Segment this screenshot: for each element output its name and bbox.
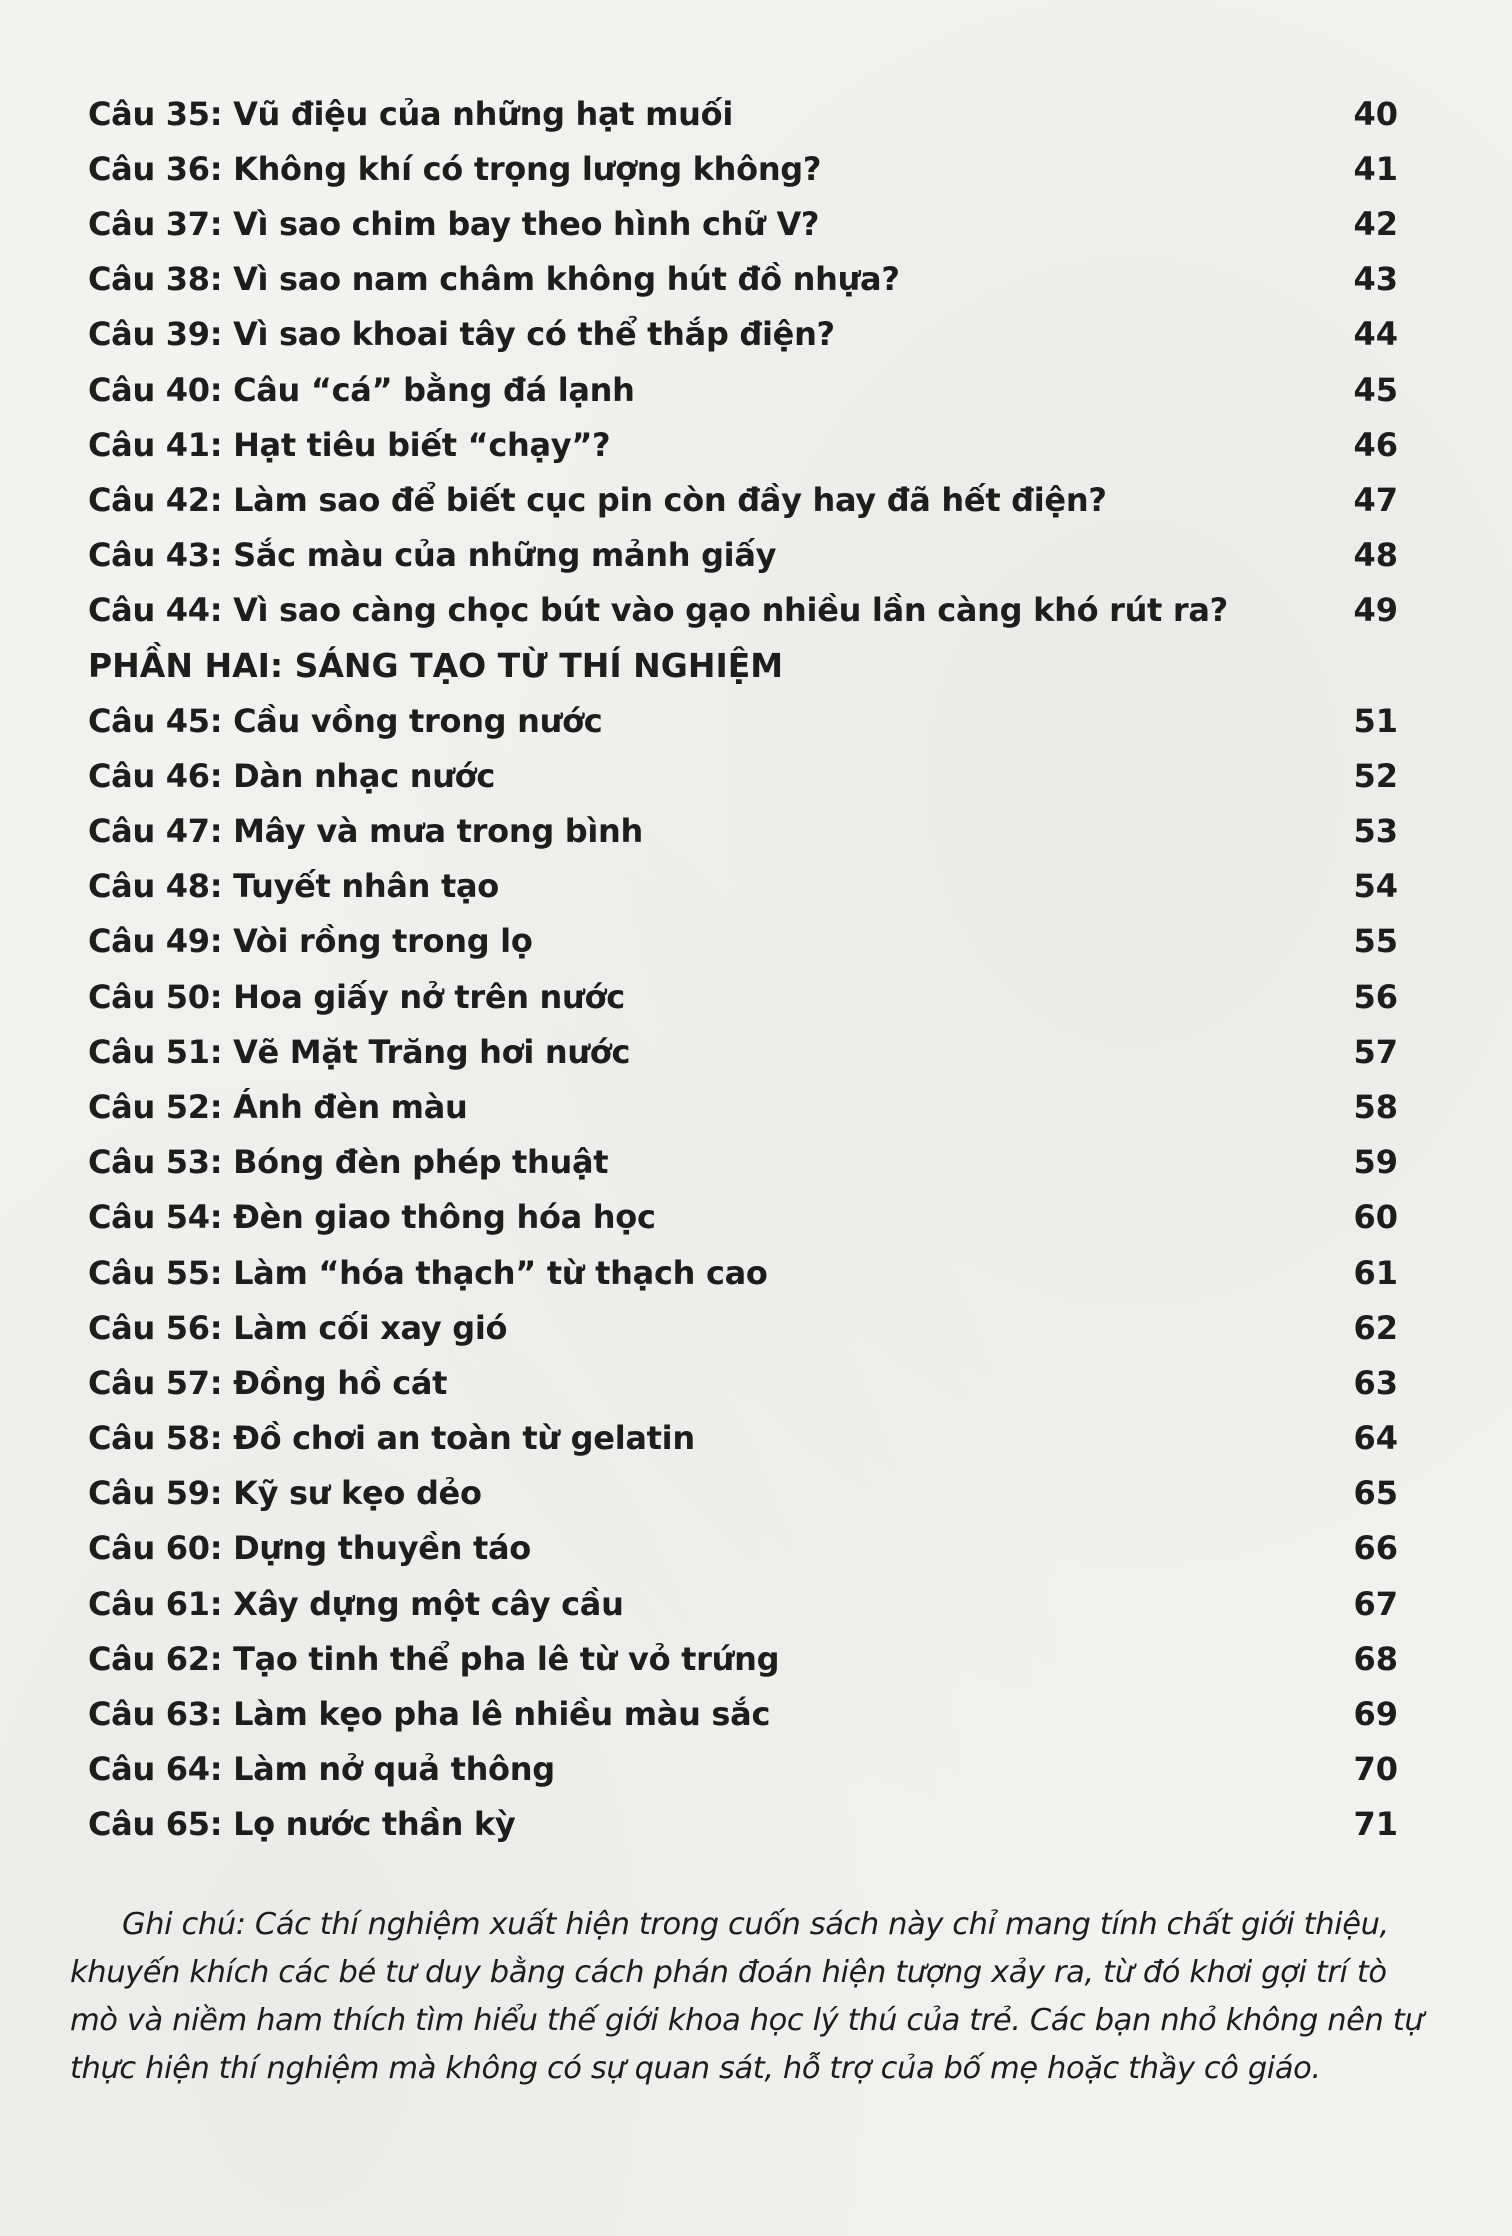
toc-entry-title: Câu 37: Vì sao chim bay theo hình chữ V? [88, 204, 820, 243]
toc-entry-title: Câu 47: Mây và mưa trong bình [88, 812, 644, 851]
toc-entry [88, 1466, 1398, 1521]
toc-entry [88, 1742, 1398, 1797]
toc-entry [88, 1079, 1398, 1134]
toc-entry [88, 307, 1398, 362]
toc-entry-page-number: 41 [1353, 149, 1398, 188]
toc-entry [88, 1686, 1398, 1741]
toc-entry [88, 1355, 1398, 1410]
toc-entry-page-number: 63 [1353, 1363, 1398, 1402]
table-of-contents [88, 86, 1398, 1852]
toc-entry-page-number: 71 [1353, 1805, 1398, 1844]
toc-entry-page-number: 54 [1353, 867, 1398, 906]
toc-entry [88, 141, 1398, 196]
toc-entry-title: Câu 46: Dàn nhạc nước [88, 756, 496, 795]
toc-entry-title: Câu 43: Sắc màu của những mảnh giấy [88, 536, 777, 575]
note-paragraph: Ghi chú: Các thí nghiệm xuất hiện trong cuốn sách này chỉ mang tính chất giới thiệu, khuyến khích các bé tư duy bằng cách phán đoán hiện tượng xảy ra, từ đó khơi gợi trí tò mò và niềm ham thích tìm hiểu thế giới khoa học lý thú của trẻ. Các bạn nhỏ không nên tự thực hiện thí nghiệm mà không có sự quan sát, hỗ trợ của bố mẹ hoặc thầy cô giáo. [70, 1906, 1424, 2086]
toc-entry-title: Câu 51: Vẽ Mặt Trăng hơi nước [88, 1032, 631, 1071]
toc-entry-page-number: 43 [1353, 260, 1398, 299]
toc-entry [88, 748, 1398, 803]
toc-entry [88, 1024, 1398, 1079]
toc-entry-title: Câu 49: Vòi rồng trong lọ [88, 922, 533, 961]
toc-entry [88, 1631, 1398, 1686]
toc-entry [88, 1300, 1398, 1355]
toc-entry [88, 803, 1398, 858]
toc-entry-page-number: 70 [1353, 1750, 1398, 1789]
toc-entry [88, 528, 1398, 583]
toc-entry-page-number: 40 [1353, 94, 1398, 133]
toc-entry [88, 1521, 1398, 1576]
toc-entry [88, 1245, 1398, 1300]
toc-entry-title: Câu 61: Xây dựng một cây cầu [88, 1584, 624, 1623]
toc-entry-title: Câu 60: Dựng thuyền táo [88, 1529, 531, 1568]
toc-entry-title: Câu 58: Đồ chơi an toàn từ gelatin [88, 1419, 695, 1458]
toc-entry-title: Câu 55: Làm “hóa thạch” từ thạch cao [88, 1253, 768, 1292]
toc-entry-page-number: 47 [1353, 480, 1398, 519]
toc-entry [88, 362, 1398, 417]
toc-entry-page-number: 46 [1353, 425, 1398, 464]
toc-entry-page-number: 64 [1353, 1419, 1398, 1458]
toc-entry-page-number: 52 [1353, 756, 1398, 795]
toc-entry [88, 1576, 1398, 1631]
toc-entry-page-number: 66 [1353, 1529, 1398, 1568]
toc-entry-page-number: 48 [1353, 536, 1398, 575]
toc-entry-page-number: 49 [1353, 591, 1398, 630]
toc-entry-title: Câu 38: Vì sao nam châm không hút đồ nhựa? [88, 260, 900, 299]
toc-entry-title: Câu 59: Kỹ sư kẹo dẻo [88, 1474, 482, 1513]
toc-entry [88, 86, 1398, 141]
toc-entry-page-number: 51 [1353, 701, 1398, 740]
toc-entry-page-number: 55 [1353, 922, 1398, 961]
toc-entry-title: Câu 35: Vũ điệu của những hạt muối [88, 94, 734, 133]
toc-entry-title: Câu 36: Không khí có trọng lượng không? [88, 149, 822, 188]
toc-entry-title: Câu 39: Vì sao khoai tây có thể thắp điện? [88, 315, 835, 354]
toc-entry-title: Câu 57: Đồng hồ cát [88, 1363, 448, 1402]
toc-entry-page-number: 44 [1353, 315, 1398, 354]
toc-entry-page-number: 65 [1353, 1474, 1398, 1513]
toc-entry-title: Câu 54: Đèn giao thông hóa học [88, 1198, 656, 1237]
toc-entry-page-number: 42 [1353, 204, 1398, 243]
toc-entry-title: Câu 56: Làm cối xay gió [88, 1308, 508, 1347]
toc-entry-title: Câu 40: Câu “cá” bằng đá lạnh [88, 370, 635, 409]
toc-entry-page-number: 68 [1353, 1639, 1398, 1678]
toc-entry-page-number: 58 [1353, 1087, 1398, 1126]
toc-entry-title: Câu 53: Bóng đèn phép thuật [88, 1143, 609, 1182]
toc-entry [88, 914, 1398, 969]
toc-entry-title: Câu 50: Hoa giấy nở trên nước [88, 977, 625, 1016]
toc-entry-title: Câu 45: Cầu vồng trong nước [88, 701, 603, 740]
toc-entry-page-number: 53 [1353, 812, 1398, 851]
toc-entry-title: Câu 64: Làm nở quả thông [88, 1750, 555, 1789]
toc-entry-title: Câu 52: Ánh đèn màu [88, 1087, 468, 1126]
toc-entry-page-number: 60 [1353, 1198, 1398, 1237]
toc-entry-page-number: 69 [1353, 1695, 1398, 1734]
toc-entry-page-number: 57 [1353, 1032, 1398, 1071]
toc-entry-title: Câu 42: Làm sao để biết cục pin còn đầy hay đã hết điện? [88, 480, 1107, 519]
toc-entry [88, 472, 1398, 527]
toc-entry [88, 969, 1398, 1024]
toc-entry [88, 1190, 1398, 1245]
toc-entry-title: Câu 41: Hạt tiêu biết “chạy”? [88, 425, 611, 464]
toc-entry [88, 417, 1398, 472]
toc-entry-page-number: 45 [1353, 370, 1398, 409]
toc-entry-page-number: 67 [1353, 1584, 1398, 1623]
section-heading [88, 638, 1398, 693]
toc-entry-page-number: 59 [1353, 1143, 1398, 1182]
toc-entry-page-number: 62 [1353, 1308, 1398, 1347]
toc-entry-page-number: 61 [1353, 1253, 1398, 1292]
toc-entry [88, 583, 1398, 638]
toc-entry-title: Câu 65: Lọ nước thần kỳ [88, 1805, 516, 1844]
toc-entry [88, 1135, 1398, 1190]
toc-entry-page-number: 56 [1353, 977, 1398, 1016]
toc-entry [88, 859, 1398, 914]
toc-entry [88, 196, 1398, 251]
toc-entry-title: Câu 48: Tuyết nhân tạo [88, 867, 499, 906]
toc-entry [88, 252, 1398, 307]
toc-entry-title: Câu 62: Tạo tinh thể pha lê từ vỏ trứng [88, 1639, 780, 1678]
toc-entry [88, 693, 1398, 748]
toc-entry-title: Câu 63: Làm kẹo pha lê nhiều màu sắc [88, 1695, 771, 1734]
toc-entry-title: Câu 44: Vì sao càng chọc bút vào gạo nhiều lần càng khó rút ra? [88, 591, 1228, 630]
toc-entry-title: PHẦN HAI: SÁNG TẠO TỪ THÍ NGHIỆM [88, 645, 784, 685]
toc-entry [88, 1797, 1398, 1852]
toc-entry [88, 1411, 1398, 1466]
